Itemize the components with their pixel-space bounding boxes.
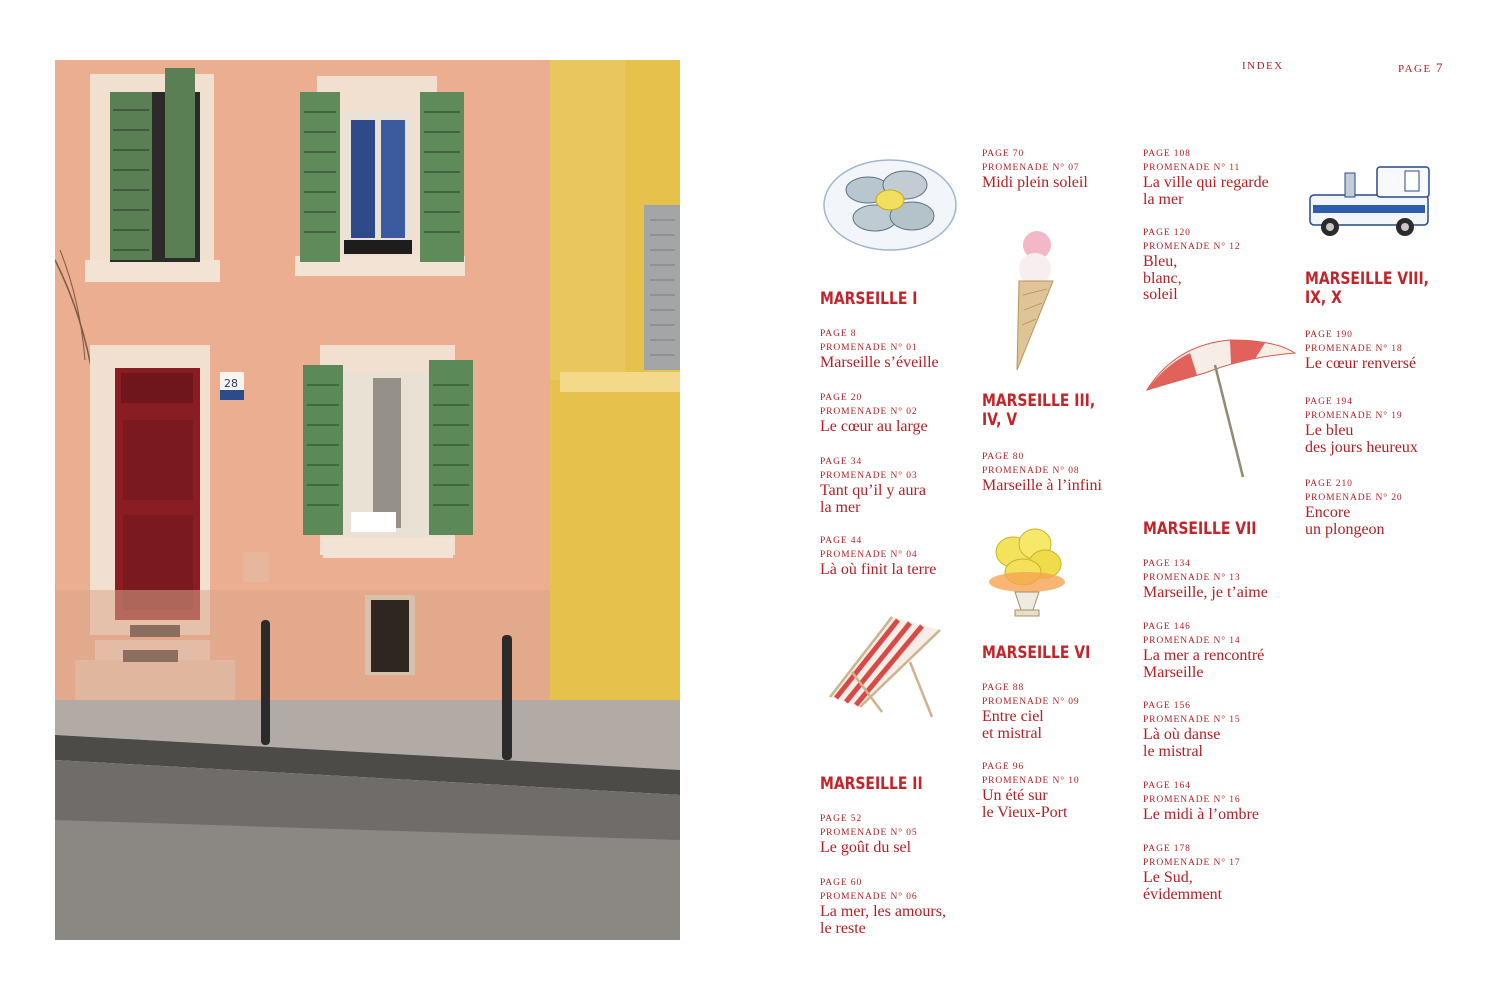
entry-title: Le cœur au large	[820, 418, 928, 435]
entry-page: PAGE 146	[1143, 622, 1191, 632]
page-number: 7	[1435, 60, 1443, 75]
entry-promenade: PROMENADE N° 15	[1143, 715, 1241, 725]
entry-title: La mer, les amours, le reste	[820, 903, 946, 937]
entry-promenade: PROMENADE N° 03	[820, 471, 918, 481]
entry-page: PAGE 80	[982, 452, 1025, 462]
section-title-marseille-3-4-5: MARSEILLE III, IV, V	[982, 391, 1096, 430]
entry-page: PAGE 210	[1305, 479, 1353, 489]
index-entry	[982, 147, 1142, 192]
index-entry	[1305, 477, 1465, 538]
running-head-index: INDEX	[1242, 60, 1284, 72]
entry-page: PAGE 60	[820, 878, 863, 888]
entry-title: Entre ciel et mistral	[982, 708, 1044, 742]
entry-promenade: PROMENADE N° 02	[820, 407, 918, 417]
index-entry	[820, 534, 980, 579]
index-entry	[1143, 842, 1303, 903]
page-label: PAGE	[1398, 63, 1432, 75]
index-entry	[1143, 147, 1303, 208]
entry-title: Là où finit la terre	[820, 561, 937, 578]
entry-promenade: PROMENADE N° 13	[1143, 573, 1241, 583]
entry-promenade: PROMENADE N° 01	[820, 343, 918, 353]
entry-title: Encore un plongeon	[1305, 504, 1385, 538]
entry-title: La mer a rencontré Marseille	[1143, 647, 1265, 681]
entry-title: Le Sud, évidemment	[1143, 869, 1223, 903]
entry-promenade: PROMENADE N° 16	[1143, 795, 1241, 805]
section-title-marseille-6: MARSEILLE VI	[982, 643, 1091, 663]
entry-title: Un été sur le Vieux-Port	[982, 787, 1068, 821]
section-title-marseille-7: MARSEILLE VII	[1143, 519, 1257, 539]
entry-page: PAGE 34	[820, 457, 863, 467]
entry-page: PAGE 20	[820, 393, 863, 403]
entry-title: Le midi à l’ombre	[1143, 806, 1259, 823]
lemons-bowl-icon	[985, 522, 1070, 622]
entry-promenade: PROMENADE N° 04	[820, 550, 918, 560]
deck-chair-icon	[822, 612, 947, 722]
entry-page: PAGE 70	[982, 149, 1025, 159]
entry-promenade: PROMENADE N° 19	[1305, 411, 1403, 421]
entry-promenade: PROMENADE N° 11	[1143, 163, 1241, 173]
entry-page: PAGE 8	[820, 329, 857, 339]
index-entry	[1305, 328, 1465, 373]
facade-photo	[55, 60, 680, 940]
entry-page: PAGE 96	[982, 762, 1025, 772]
entry-page: PAGE 108	[1143, 149, 1191, 159]
index-entry	[1143, 226, 1303, 304]
index-entry	[1143, 557, 1303, 602]
entry-promenade: PROMENADE N° 14	[1143, 636, 1241, 646]
section-title-marseille-8-9-10: MARSEILLE VIII, IX, X	[1305, 269, 1429, 308]
entry-page: PAGE 164	[1143, 781, 1191, 791]
entry-title: Tant qu’il y aura la mer	[820, 482, 926, 516]
ice-cream-cone-icon	[1005, 225, 1065, 375]
entry-page: PAGE 88	[982, 683, 1025, 693]
street-number-text: 28	[224, 377, 238, 390]
entry-promenade: PROMENADE N° 10	[982, 776, 1080, 786]
entry-page: PAGE 194	[1305, 397, 1353, 407]
index-entry	[820, 391, 980, 436]
entry-title: Bleu, blanc, soleil	[1143, 253, 1182, 303]
entry-page: PAGE 120	[1143, 228, 1191, 238]
section-title-marseille-2: MARSEILLE II	[820, 774, 923, 794]
entry-promenade: PROMENADE N° 20	[1305, 493, 1403, 503]
index-entry	[1143, 779, 1303, 824]
entry-title: Le bleu des jours heureux	[1305, 422, 1418, 456]
entry-title: Midi plein soleil	[982, 174, 1088, 191]
index-entry	[1143, 699, 1303, 760]
index-entry	[820, 327, 980, 372]
entry-page: PAGE 52	[820, 814, 863, 824]
index-entry	[820, 876, 980, 937]
entry-page: PAGE 156	[1143, 701, 1191, 711]
oysters-plate-icon	[820, 150, 960, 255]
entry-promenade: PROMENADE N° 17	[1143, 858, 1241, 868]
beach-umbrella-icon	[1145, 335, 1297, 480]
entry-promenade: PROMENADE N° 18	[1305, 344, 1403, 354]
entry-title: Marseille à l’infini	[982, 477, 1102, 494]
entry-page: PAGE 190	[1305, 330, 1353, 340]
index-entry	[982, 681, 1142, 742]
entry-title: Le goût du sel	[820, 839, 912, 856]
entry-promenade: PROMENADE N° 05	[820, 828, 918, 838]
index-entry	[820, 455, 980, 516]
entry-page: PAGE 134	[1143, 559, 1191, 569]
entry-title: La ville qui regarde la mer	[1143, 174, 1269, 208]
entry-page: PAGE 44	[820, 536, 863, 546]
index-entry	[1143, 620, 1303, 681]
entry-promenade: PROMENADE N° 06	[820, 892, 918, 902]
entry-promenade: PROMENADE N° 09	[982, 697, 1080, 707]
entry-title: Le cœur renversé	[1305, 355, 1417, 372]
index-entry	[982, 450, 1142, 495]
entry-title: Marseille, je t’aime	[1143, 584, 1268, 601]
entry-title: Là où danse le mistral	[1143, 726, 1221, 760]
entry-promenade: PROMENADE N° 08	[982, 466, 1080, 476]
tourist-train-icon	[1305, 155, 1435, 240]
entry-title: Marseille s’éveille	[820, 354, 939, 371]
entry-promenade: PROMENADE N° 07	[982, 163, 1080, 173]
section-title-marseille-1: MARSEILLE I	[820, 289, 918, 309]
entry-promenade: PROMENADE N° 12	[1143, 242, 1241, 252]
index-entry	[1305, 395, 1465, 456]
entry-page: PAGE 178	[1143, 844, 1191, 854]
running-head-page	[1398, 60, 1442, 76]
index-entry	[982, 760, 1142, 821]
index-entry	[820, 812, 980, 857]
